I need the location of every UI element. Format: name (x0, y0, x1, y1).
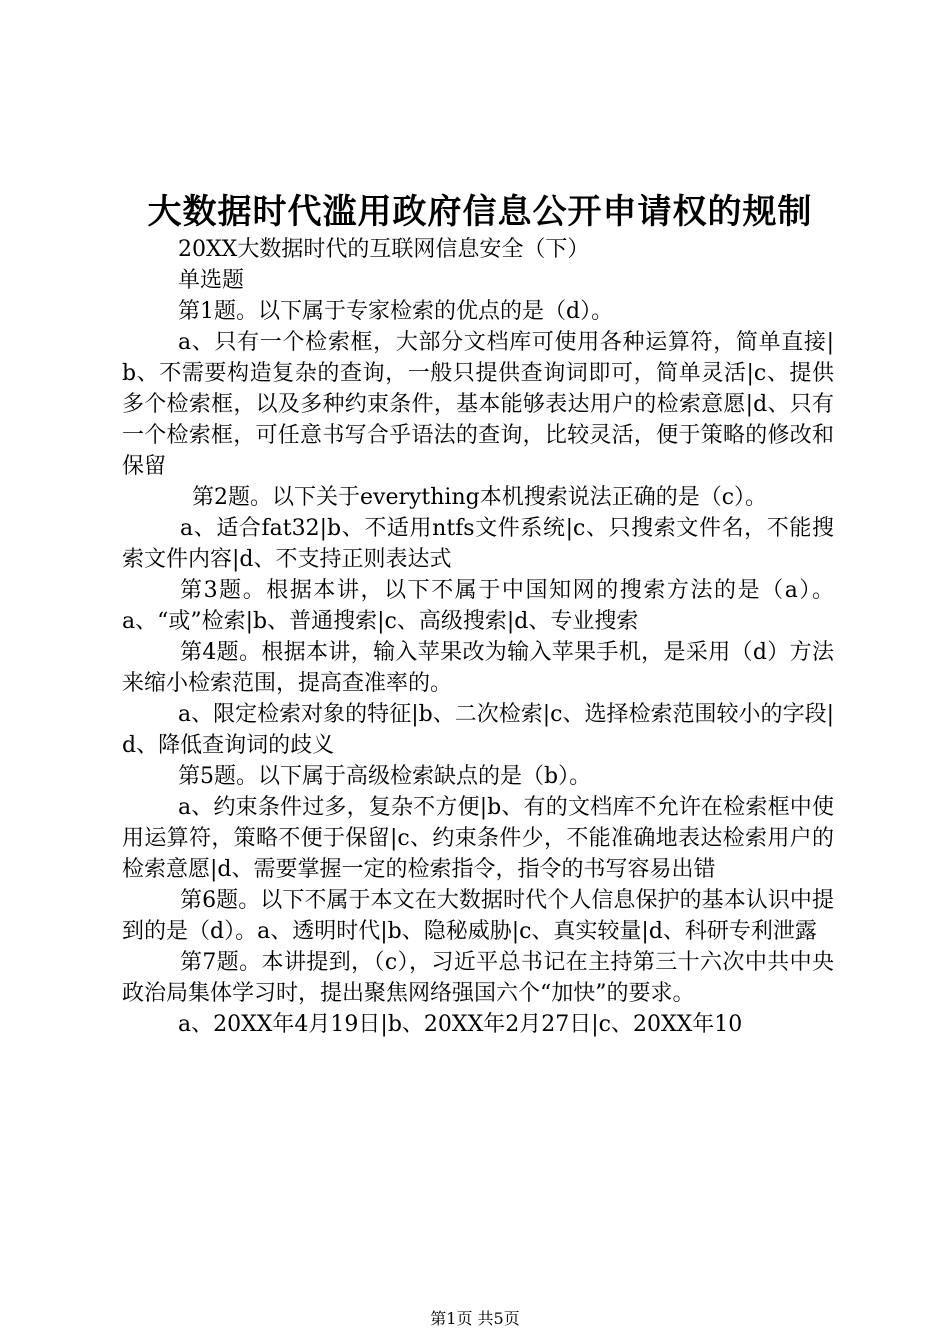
question-4: 第4题。根据本讲，输入苹果改为输入苹果手机，是采用（d）方法来缩小检索范围，提高查准率的。 (122, 640, 834, 696)
question-7-options: a、20XX年4月19日|b、20XX年2月27日|c、20XX年10 (178, 1012, 743, 1037)
question-2-options: a、适合fat32|b、不适用ntfs文件系统|c、只搜索文件名，不能搜索文件内容|d、不支持正则表达式 (122, 516, 834, 572)
document-title: 大数据时代滥用政府信息公开申请权的规制 (147, 192, 813, 232)
question-2: 第2题。以下关于everything本机搜索说法正确的是（c）。 (192, 485, 768, 510)
question-5: 第5题。以下属于高级检索缺点的是（b）。 (178, 764, 592, 789)
question-7: 第7题。本讲提到，（c），习近平总书记在主持第三十六次中共中央政治局集体学习时，提出聚焦网络强国六个“加快”的要求。 (122, 950, 834, 1006)
subtitle-paragraph: 20XX大数据时代的互联网信息安全（下） (178, 237, 590, 262)
page-footer: 第1页 共5页 (430, 1309, 520, 1328)
question-4-options: a、限定检索对象的特征|b、二次检索|c、选择检索范围较小的字段|d、降低查询词的歧义 (122, 702, 834, 758)
section-heading: 单选题 (178, 268, 245, 293)
document-body (122, 234, 834, 1040)
question-3: 第3题。根据本讲，以下不属于中国知网的搜索方法的是（a）。a、“或”检索|b、普通搜索|c、高级搜索|d、专业搜索 (122, 578, 834, 634)
question-1-options: a、只有一个检索框，大部分文档库可使用各种运算符，简单直接|b、不需要构造复杂的查询，一般只提供查询词即可，简单灵活|c、提供多个检索框，以及多种约束条件，基本能够表达用户的检索意愿|d、只有一个检索框，可任意书写合乎语法的查询，比较灵活，便于策略的修改和保留 (122, 330, 834, 479)
question-6: 第6题。以下不属于本文在大数据时代个人信息保护的基本认识中提到的是（d）。a、透明时代|b、隐秘威胁|c、真实较量|d、科研专利泄露 (122, 888, 834, 944)
question-1: 第1题。以下属于专家检索的优点的是（d）。 (178, 299, 614, 324)
question-5-options: a、约束条件过多，复杂不方便|b、有的文档库不允许在检索框中使用运算符，策略不便于保留|c、约束条件少，不能准确地表达检索用户的检索意愿|d、需要掌握一定的检索指令，指令的书写容易出错 (122, 795, 834, 882)
